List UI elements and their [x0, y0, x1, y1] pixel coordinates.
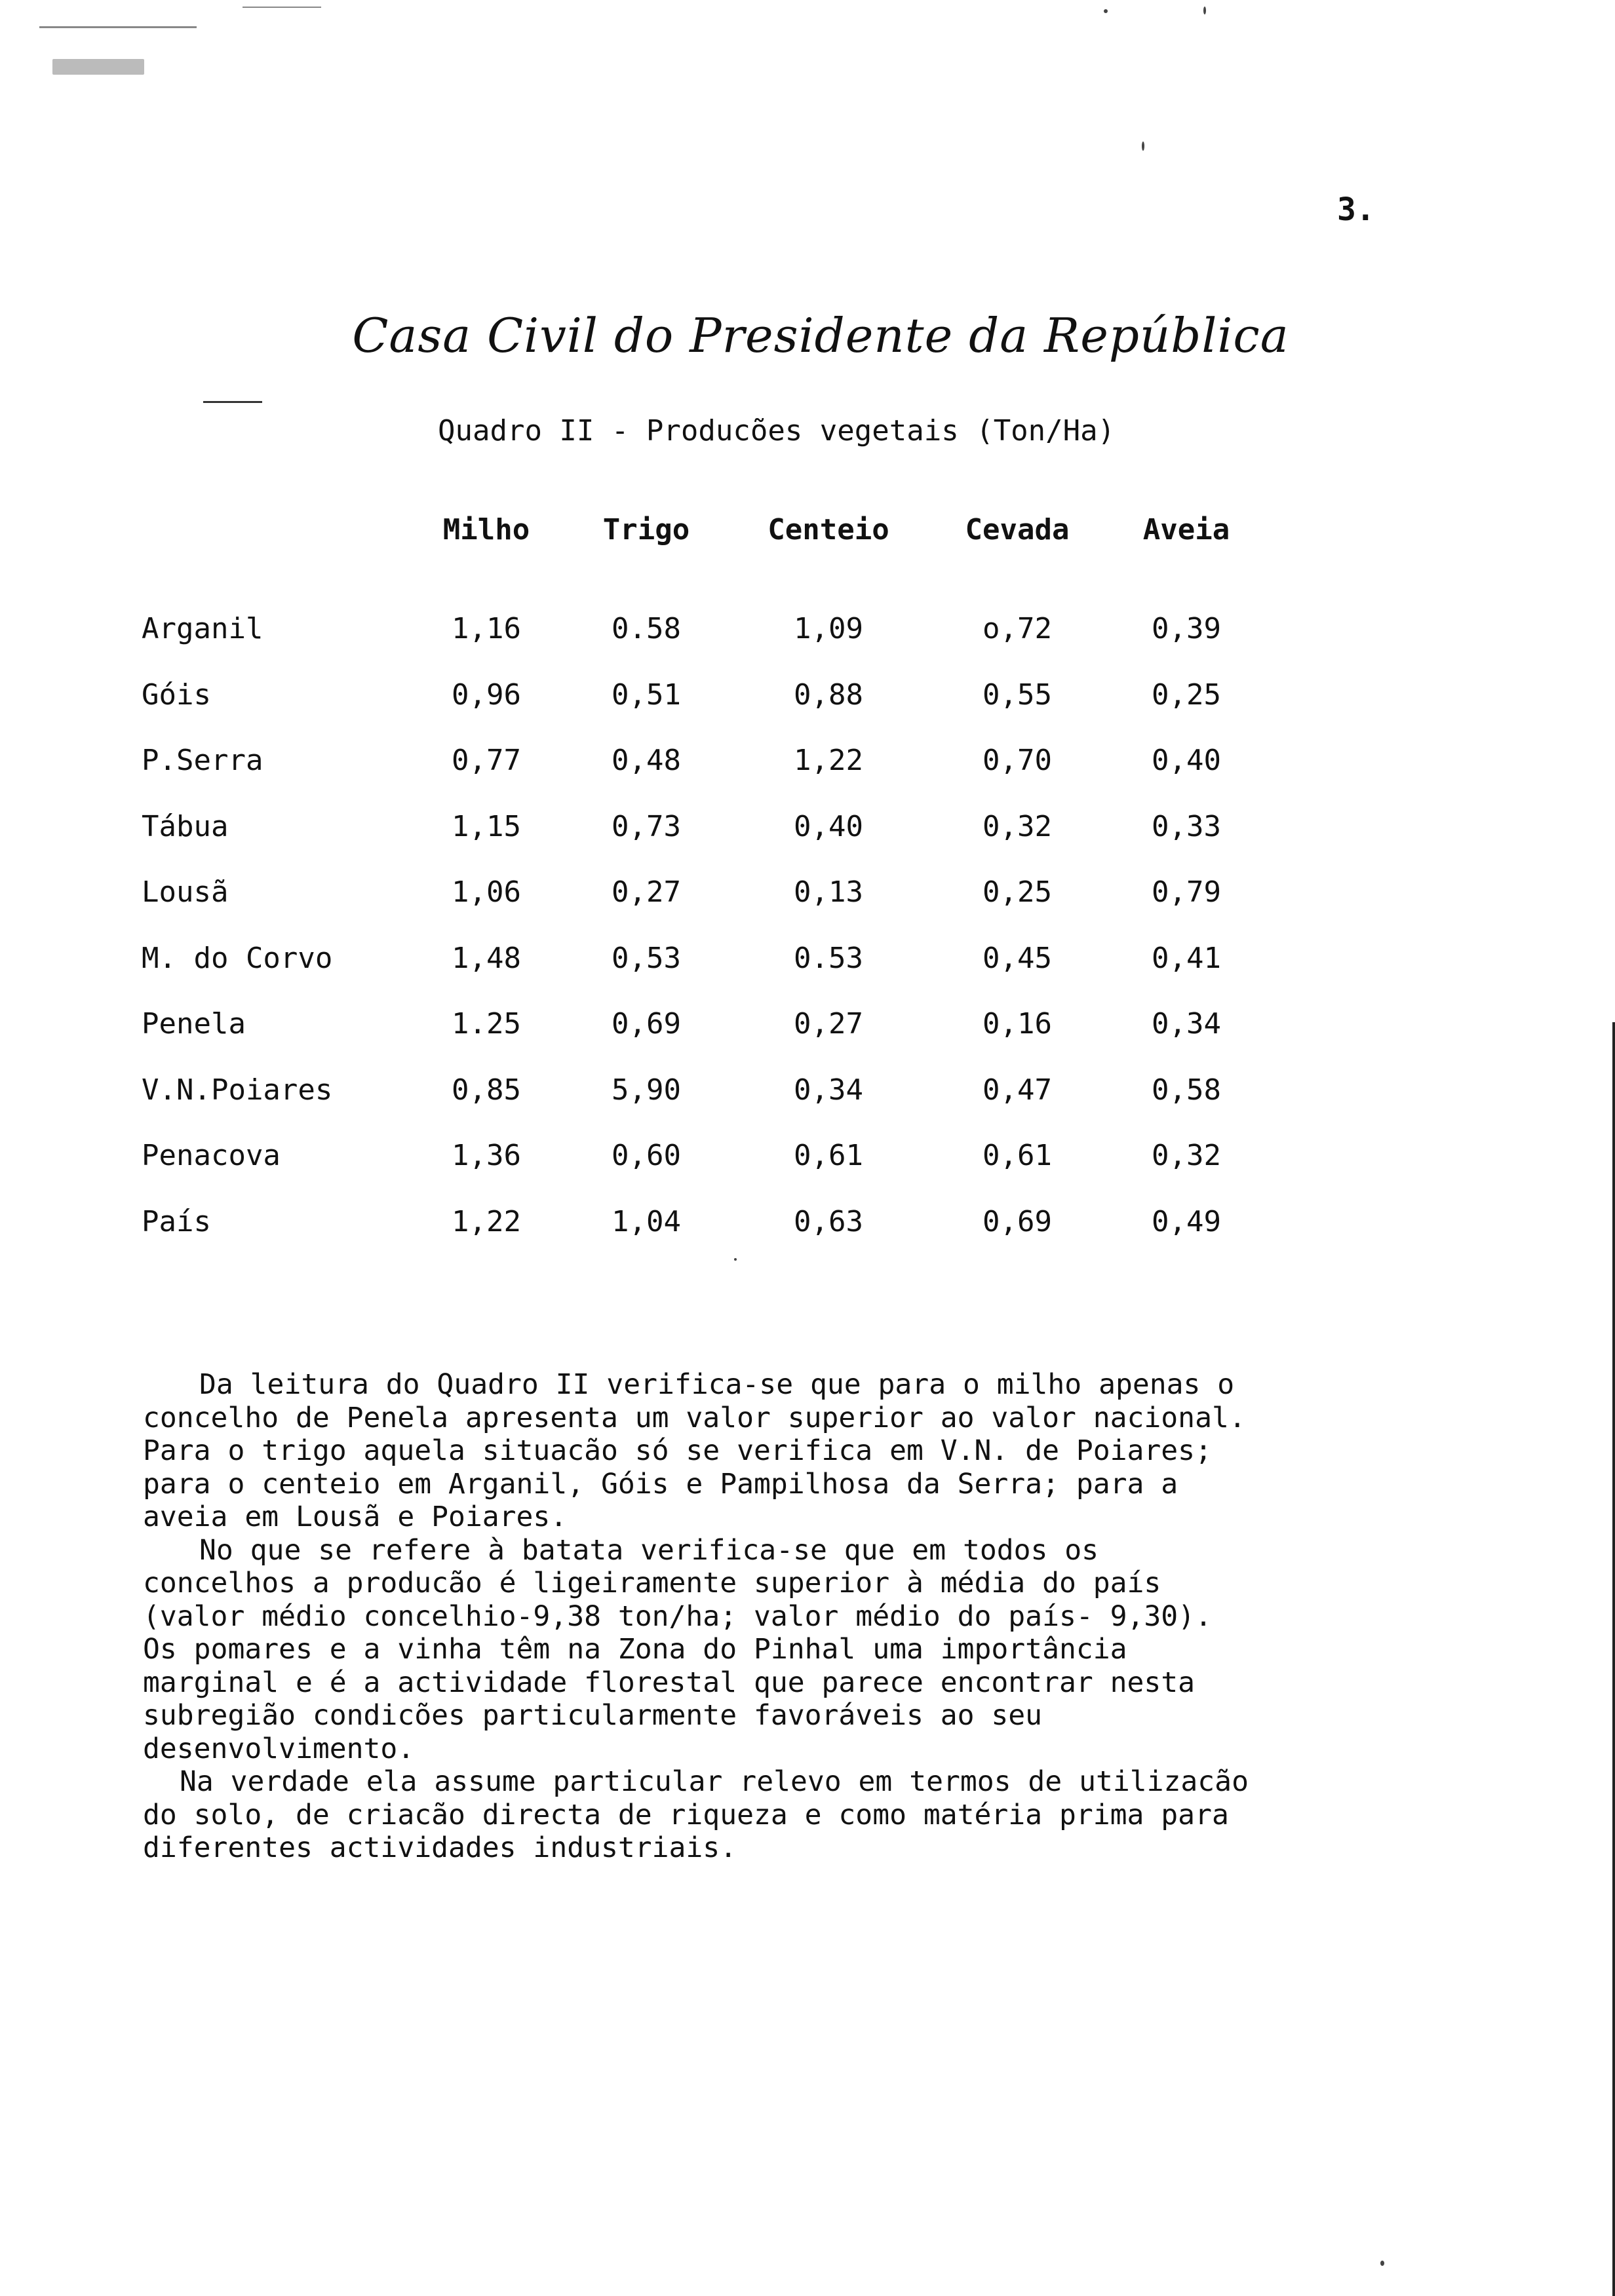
cell-centeio: 1,22 [794, 744, 863, 777]
scan-speck [1104, 9, 1108, 13]
cell-centeio: 0,40 [794, 809, 863, 843]
cell-milho: 1,36 [452, 1139, 521, 1172]
paragraph-line: No que se refere à batata verifica-se que em todos os [199, 1533, 1099, 1567]
paragraph-line: (valor médio concelhio-9,38 ton/ha; valor médio do país- 9,30). [143, 1599, 1212, 1633]
cell-trigo: 0,53 [612, 941, 681, 975]
table-title: Quadro II - Producões vegetais (Ton/Ha) [438, 414, 1116, 448]
cell-aveia: 0,58 [1152, 1073, 1221, 1107]
cell-milho: 1.25 [452, 1007, 521, 1041]
cell-aveia: 0,34 [1152, 1007, 1221, 1041]
row-label: Tábua [142, 809, 229, 843]
cell-centeio: 0,27 [794, 1007, 863, 1041]
cell-trigo: 0,69 [612, 1007, 681, 1041]
cell-aveia: 0,33 [1152, 809, 1221, 843]
paragraph-line: Da leitura do Quadro II verifica-se que para o milho apenas o [199, 1368, 1235, 1401]
letterhead-text: Casa Civil do Presidente da República [352, 308, 1289, 363]
page-number: 3. [1337, 191, 1375, 228]
cell-cevada: 0,47 [983, 1073, 1052, 1107]
cell-cevada: 0,16 [983, 1007, 1052, 1041]
cell-milho: 1,06 [452, 875, 521, 909]
cell-cevada: 0,32 [983, 809, 1052, 843]
cell-cevada: 0,69 [983, 1204, 1052, 1238]
cell-aveia: 0,49 [1152, 1204, 1221, 1238]
cell-cevada: 0,70 [983, 744, 1052, 777]
cell-aveia: 0,32 [1152, 1139, 1221, 1172]
scan-edge-line [1612, 1022, 1615, 2296]
cell-aveia: 0,40 [1152, 744, 1221, 777]
scan-speck [243, 7, 321, 8]
cell-centeio: 0,34 [794, 1073, 863, 1107]
paragraph-line: concelhos a producão é ligeiramente superior à média do país [143, 1567, 1161, 1599]
scan-speck [1142, 142, 1144, 151]
cell-trigo: 0.58 [612, 612, 681, 645]
cell-trigo: 0,60 [612, 1139, 681, 1172]
paragraph-line: para o centeio em Arganil, Góis e Pampilhosa da Serra; para a [143, 1467, 1178, 1501]
paragraph-line: Para o trigo aquela situacão só se verifica em V.N. de Poiares; [143, 1434, 1212, 1467]
scan-speck [734, 1258, 737, 1261]
letterhead-logo [0, 308, 1615, 363]
row-label: Lousã [142, 875, 229, 909]
cell-milho: 0,77 [452, 744, 521, 777]
row-label: Penacova [142, 1139, 281, 1172]
column-header-milho: Milho [442, 513, 530, 546]
row-label: Arganil [142, 612, 263, 645]
scan-speck [1380, 2261, 1384, 2266]
paragraph-line: marginal e é a actividade florestal que parece encontrar nesta [143, 1666, 1196, 1699]
scan-speck [52, 59, 144, 75]
cell-cevada: o,72 [983, 612, 1052, 645]
paragraph-line: desenvolvimento. [143, 1732, 415, 1765]
cell-centeio: 1,09 [794, 612, 863, 645]
scan-speck [39, 26, 197, 28]
cell-cevada: 0,25 [983, 875, 1052, 909]
row-label: P.Serra [142, 744, 263, 777]
column-header-aveia: Aveia [1142, 513, 1230, 546]
cell-centeio: 0,61 [794, 1139, 863, 1172]
cell-aveia: 0,39 [1152, 612, 1221, 645]
cell-cevada: 0,45 [983, 941, 1052, 975]
cell-trigo: 1,04 [612, 1204, 681, 1238]
cell-centeio: 0,13 [794, 875, 863, 909]
column-header-centeio: Centeio [768, 513, 889, 546]
cell-milho: 0,85 [452, 1073, 521, 1107]
cell-milho: 1,48 [452, 941, 521, 975]
cell-cevada: 0,55 [983, 678, 1052, 712]
paragraph-line: concelho de Penela apresenta um valor superior ao valor nacional. [143, 1401, 1246, 1434]
cell-aveia: 0,41 [1152, 941, 1221, 975]
cell-milho: 0,96 [452, 678, 521, 712]
cell-trigo: 0,27 [612, 875, 681, 909]
cell-trigo: 0,48 [612, 744, 681, 777]
paragraph-line: aveia em Lousã e Poiares. [143, 1501, 568, 1533]
paragraph-line: Na verdade ela assume particular relevo em termos de utilizacão [180, 1765, 1249, 1798]
cell-trigo: 5,90 [612, 1073, 681, 1107]
row-label: M. do Corvo [142, 941, 333, 975]
column-header-trigo: Trigo [602, 513, 690, 546]
row-label: Penela [142, 1007, 246, 1041]
row-label: País [142, 1204, 211, 1238]
cell-milho: 1,22 [452, 1204, 521, 1238]
row-label: Góis [142, 678, 211, 712]
cell-cevada: 0,61 [983, 1139, 1052, 1172]
row-label: V.N.Poiares [142, 1073, 333, 1107]
cell-centeio: 0,88 [794, 678, 863, 712]
cell-centeio: 0.53 [794, 941, 863, 975]
cell-milho: 1,16 [452, 612, 521, 645]
body-paragraphs [143, 1368, 1493, 1865]
cell-milho: 1,15 [452, 809, 521, 843]
margin-rule [203, 401, 262, 403]
cell-trigo: 0,73 [612, 809, 681, 843]
cell-trigo: 0,51 [612, 678, 681, 712]
cell-centeio: 0,63 [794, 1204, 863, 1238]
paragraph-line: subregião condicões particularmente favoráveis ao seu [143, 1699, 1043, 1732]
paragraph-line: Os pomares e a vinha têm na Zona do Pinhal uma importância [143, 1633, 1127, 1666]
cell-aveia: 0,79 [1152, 875, 1221, 909]
cell-aveia: 0,25 [1152, 678, 1221, 712]
column-header-cevada: Cevada [965, 513, 1070, 546]
paragraph-line: do solo, de criacão directa de riqueza e como matéria prima para [143, 1798, 1229, 1831]
scan-speck [1203, 7, 1206, 14]
paragraph-line: diferentes actividades industriais. [143, 1831, 737, 1864]
